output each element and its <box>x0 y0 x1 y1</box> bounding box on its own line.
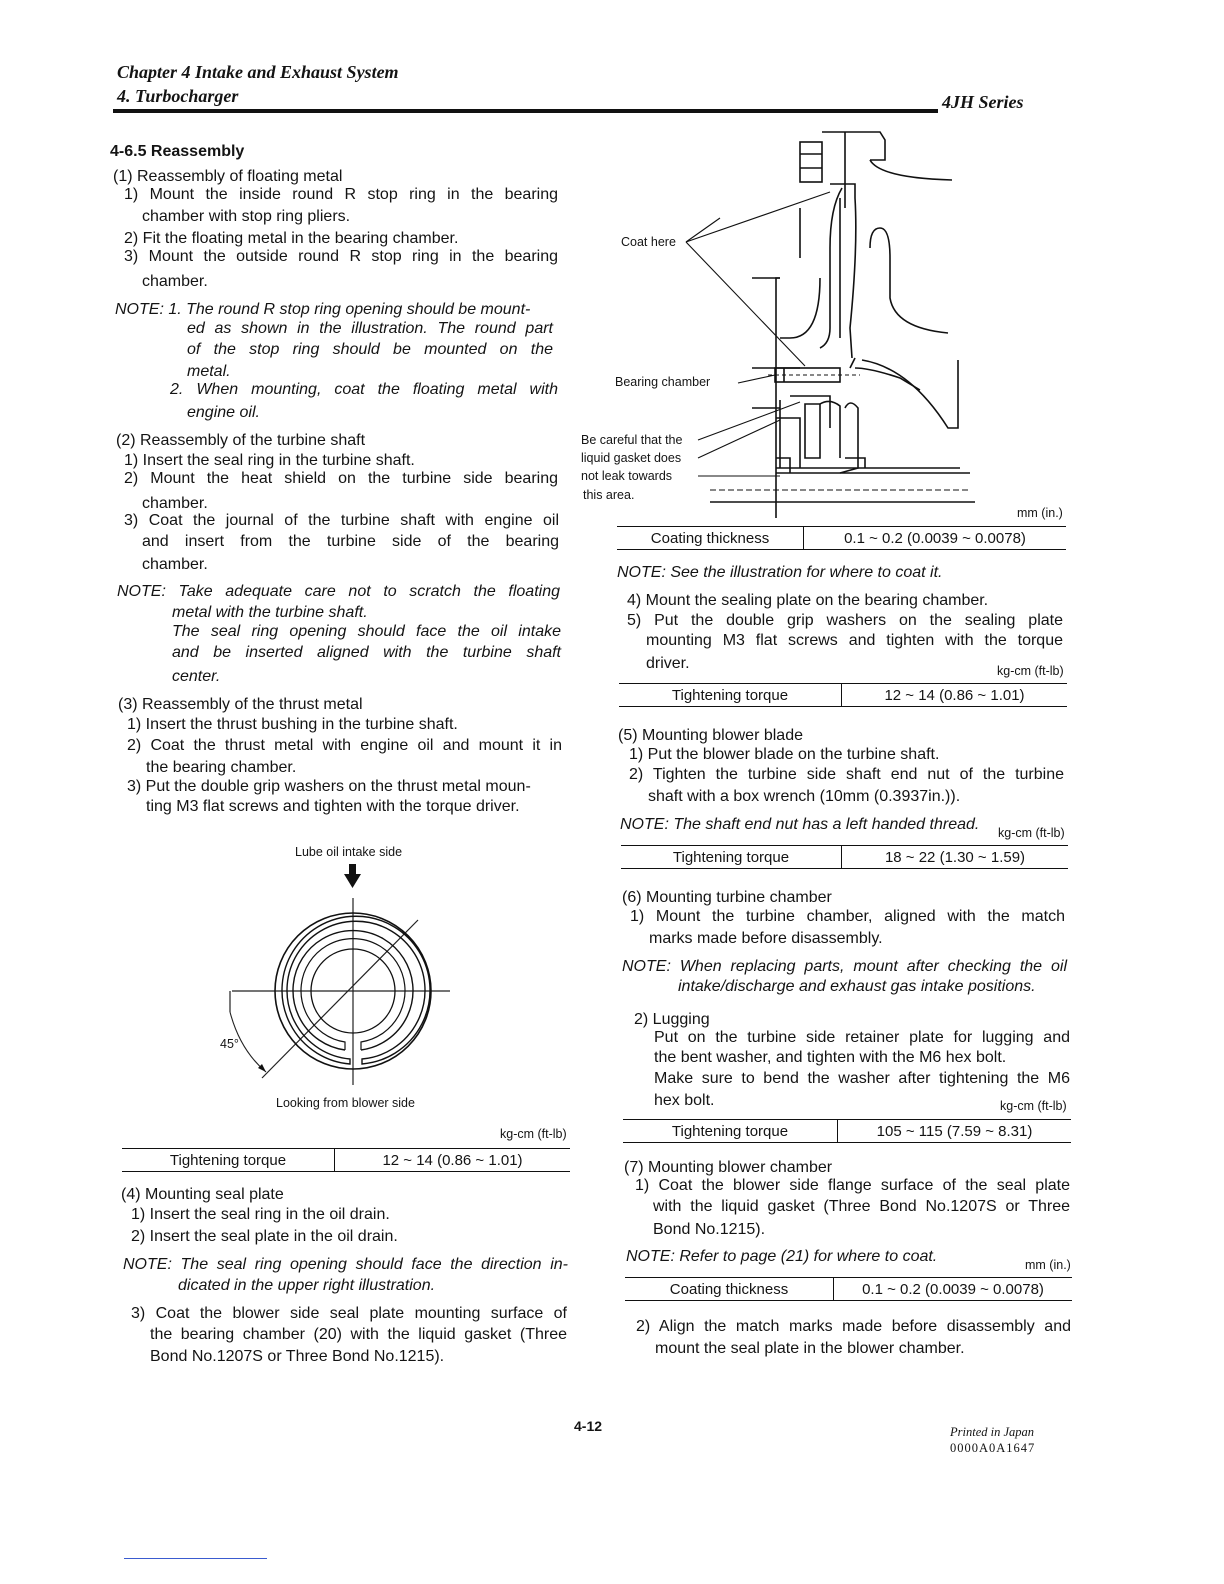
footer-link-line <box>124 1558 267 1559</box>
coating-unit-2: mm (in.) <box>1025 1258 1071 1272</box>
sec6-step2c: Make sure to bend the washer after tightening the M6 <box>654 1070 1070 1087</box>
sec1-note2b: engine oil. <box>187 404 260 421</box>
sec7-title: (7) Mounting blower chamber <box>624 1159 833 1176</box>
sec7-step1a: 1) Coat the blower side flange surface of the seal plate <box>635 1177 1070 1194</box>
sec2-title: (2) Reassembly of the turbine shaft <box>116 432 366 449</box>
step5b: mounting M3 flat screws and tighten with the torque <box>646 632 1063 649</box>
header-rule <box>113 109 938 113</box>
sec3-step2a: 2) Coat the thrust metal with engine oil and mount it in <box>127 737 562 754</box>
coat-note: NOTE: See the illustration for where to coat it. <box>617 564 943 581</box>
step5a: 5) Put the double grip washers on the sealing plate <box>627 612 1063 629</box>
sec5-step2a: 2) Tighten the turbine side shaft end nut of the turbine <box>629 766 1064 783</box>
page-number: 4-12 <box>574 1418 603 1434</box>
sec4-step3b: the bearing chamber (20) with the liquid gasket (Three <box>150 1326 567 1343</box>
careful-note-2: liquid gasket does <box>581 451 682 465</box>
sec1-note1b: ed as shown in the illustration. The round part <box>187 320 553 337</box>
sec1-step3b: chamber. <box>142 273 208 290</box>
sec6-step2b: the bent washer, and tighten with the M6 hex bolt. <box>654 1049 1007 1066</box>
sec7-step1c: Bond No.1215). <box>653 1221 766 1238</box>
coating-label-1: Coating thickness <box>617 527 804 550</box>
sec3-step1: 1) Insert the thrust bushing in the turbine shaft. <box>127 716 458 733</box>
sec1-step2: 2) Fit the floating metal in the bearing chamber. <box>124 230 459 247</box>
section-title: 4. Turbocharger <box>117 86 239 106</box>
torque-table-3 <box>621 845 1068 869</box>
torque-table-4 <box>623 1119 1071 1143</box>
sec4-step3c: Bond No.1207S or Three Bond No.1215). <box>150 1348 445 1365</box>
step4: 4) Mount the sealing plate on the bearing chamber. <box>627 592 989 609</box>
torque-table-1 <box>122 1148 570 1172</box>
sec4-step2: 2) Insert the seal plate in the oil drain. <box>131 1228 398 1245</box>
sec6-step2a: Put on the turbine side retainer plate for lugging and <box>654 1029 1070 1046</box>
torque-value-3: 18 ~ 22 (1.30 ~ 1.59) <box>884 848 1026 866</box>
sec1-step1a: 1) Mount the inside round R stop ring in the bearing <box>124 186 558 203</box>
chapter-title: Chapter 4 Intake and Exhaust System <box>117 62 399 82</box>
coating-unit-1: mm (in.) <box>1017 506 1063 520</box>
sec2-step2a: 2) Mount the heat shield on the turbine side bearing <box>124 470 558 487</box>
careful-note-1: Be careful that the <box>581 433 683 447</box>
bearing-chamber-label: Bearing chamber <box>615 375 711 389</box>
torque-label-4: Tightening torque <box>623 1120 838 1143</box>
sec3-step3b: ting M3 flat screws and tighten with the torque driver. <box>146 798 520 815</box>
figure-top-label: Lube oil intake side <box>295 845 403 859</box>
coating-table-1 <box>617 526 1066 550</box>
sec2-note-a: NOTE: Take adequate care not to scratch the floating <box>117 583 560 600</box>
coating-label-2: Coating thickness <box>625 1278 834 1301</box>
printed-in-japan: Printed in Japan <box>950 1425 1035 1439</box>
sec6-step1b: marks made before disassembly. <box>649 930 883 947</box>
sec4-step1: 1) Insert the seal ring in the oil drain. <box>131 1206 390 1223</box>
coating-value-1: 0.1 ~ 0.2 (0.0039 ~ 0.0078) <box>844 529 1026 547</box>
torque-value-2: 12 ~ 14 (0.86 ~ 1.01) <box>884 686 1025 704</box>
step5c: driver. <box>646 655 690 672</box>
sec4-note-a: NOTE: The seal ring opening should face the direction in- <box>123 1256 568 1273</box>
sec2-note-d: and be inserted aligned with the turbine shaft <box>172 644 561 661</box>
coating-table-2 <box>625 1277 1072 1301</box>
sec2-note-c: The seal ring opening should face the oil intake <box>172 623 561 640</box>
torque-label-1: Tightening torque <box>122 1149 335 1172</box>
torque-value-1: 12 ~ 14 (0.86 ~ 1.01) <box>382 1151 523 1169</box>
sec5-step2b: shaft with a box wrench (10mm (0.3937in.)). <box>648 788 961 805</box>
torque-value-4: 105 ~ 115 (7.59 ~ 8.31) <box>876 1122 1033 1140</box>
sec7-note: NOTE: Refer to page (21) for where to coat. <box>626 1248 938 1265</box>
sec2-step3c: chamber. <box>142 556 208 573</box>
sec2-step3a: 3) Coat the journal of the turbine shaft with engine oil <box>124 512 559 529</box>
sec7-step2b: mount the seal plate in the blower chamber. <box>655 1340 965 1357</box>
sec2-note-e: center. <box>172 668 221 685</box>
sec3-step2b: the bearing chamber. <box>146 759 297 776</box>
sec1-step3a: 3) Mount the outside round R stop ring in the bearing <box>124 248 558 265</box>
sec7-step2a: 2) Align the match marks made before disassembly and <box>636 1318 1071 1335</box>
sec4-note-b: dicated in the upper right illustration. <box>178 1277 436 1294</box>
angle-label: 45° <box>220 1037 239 1051</box>
sec4-step3a: 3) Coat the blower side seal plate mounting surface of <box>131 1305 567 1322</box>
sec2-step3b: and insert from the turbine side of the bearing <box>142 533 559 550</box>
sec1-note1a: NOTE: 1. The round R stop ring opening should be mount- <box>115 301 531 318</box>
sec1-note2a: 2. When mounting, coat the floating metal with <box>170 381 558 398</box>
document-code: 0000A0A1647 <box>950 1441 1036 1455</box>
sec6-title: (6) Mounting turbine chamber <box>622 889 832 906</box>
torque-unit-4: kg-cm (ft-lb) <box>1000 1099 1067 1113</box>
sec5-note: NOTE: The shaft end nut has a left handed thread. <box>620 816 980 833</box>
figure-bottom-label: Looking from blower side <box>276 1096 415 1110</box>
coat-here-label: Coat here <box>621 235 676 249</box>
sec1-title: (1) Reassembly of floating metal <box>113 168 343 185</box>
coating-value-2: 0.1 ~ 0.2 (0.0039 ~ 0.0078) <box>862 1280 1044 1298</box>
careful-note-4: this area. <box>583 488 635 502</box>
torque-unit-1: kg-cm (ft-lb) <box>500 1127 567 1141</box>
torque-unit-3: kg-cm (ft-lb) <box>998 826 1065 840</box>
careful-note-3: not leak towards <box>581 469 673 483</box>
sec3-step3a: 3) Put the double grip washers on the thrust metal moun- <box>127 778 531 795</box>
sec1-note1c: of the stop ring should be mounted on the <box>187 341 553 358</box>
sec6-note-a: NOTE: When replacing parts, mount after checking the oil <box>622 958 1067 975</box>
sec5-title: (5) Mounting blower blade <box>618 727 803 744</box>
sec2-note-b: metal with the turbine shaft. <box>172 604 368 621</box>
stop-ring-illustration <box>200 860 460 1110</box>
torque-unit-2: kg-cm (ft-lb) <box>997 664 1064 678</box>
section-heading: 4-6.5 Reassembly <box>110 143 245 160</box>
sec1-step1b: chamber with stop ring pliers. <box>142 208 351 225</box>
series-label: 4JH Series <box>942 92 1024 112</box>
sec6-step2d: hex bolt. <box>654 1092 715 1109</box>
torque-label-3: Tightening torque <box>621 846 842 869</box>
sec3-title: (3) Reassembly of the thrust metal <box>118 696 363 713</box>
sec4-title: (4) Mounting seal plate <box>121 1186 284 1203</box>
sec1-note1d: metal. <box>187 363 231 380</box>
sec7-step1b: with the liquid gasket (Three Bond No.1207S or Three <box>653 1198 1070 1215</box>
torque-label-2: Tightening torque <box>619 684 842 707</box>
sec2-step1: 1) Insert the seal ring in the turbine shaft. <box>124 452 415 469</box>
sec5-step1: 1) Put the blower blade on the turbine shaft. <box>629 746 940 763</box>
sec6-note-b: intake/discharge and exhaust gas intake positions. <box>678 978 1036 995</box>
torque-table-2 <box>619 683 1067 707</box>
sec6-step2: 2) Lugging <box>634 1011 710 1028</box>
sec2-step2b: chamber. <box>142 495 208 512</box>
bearing-chamber-illustration <box>680 128 980 518</box>
sec6-step1a: 1) Mount the turbine chamber, aligned with the match <box>630 908 1065 925</box>
